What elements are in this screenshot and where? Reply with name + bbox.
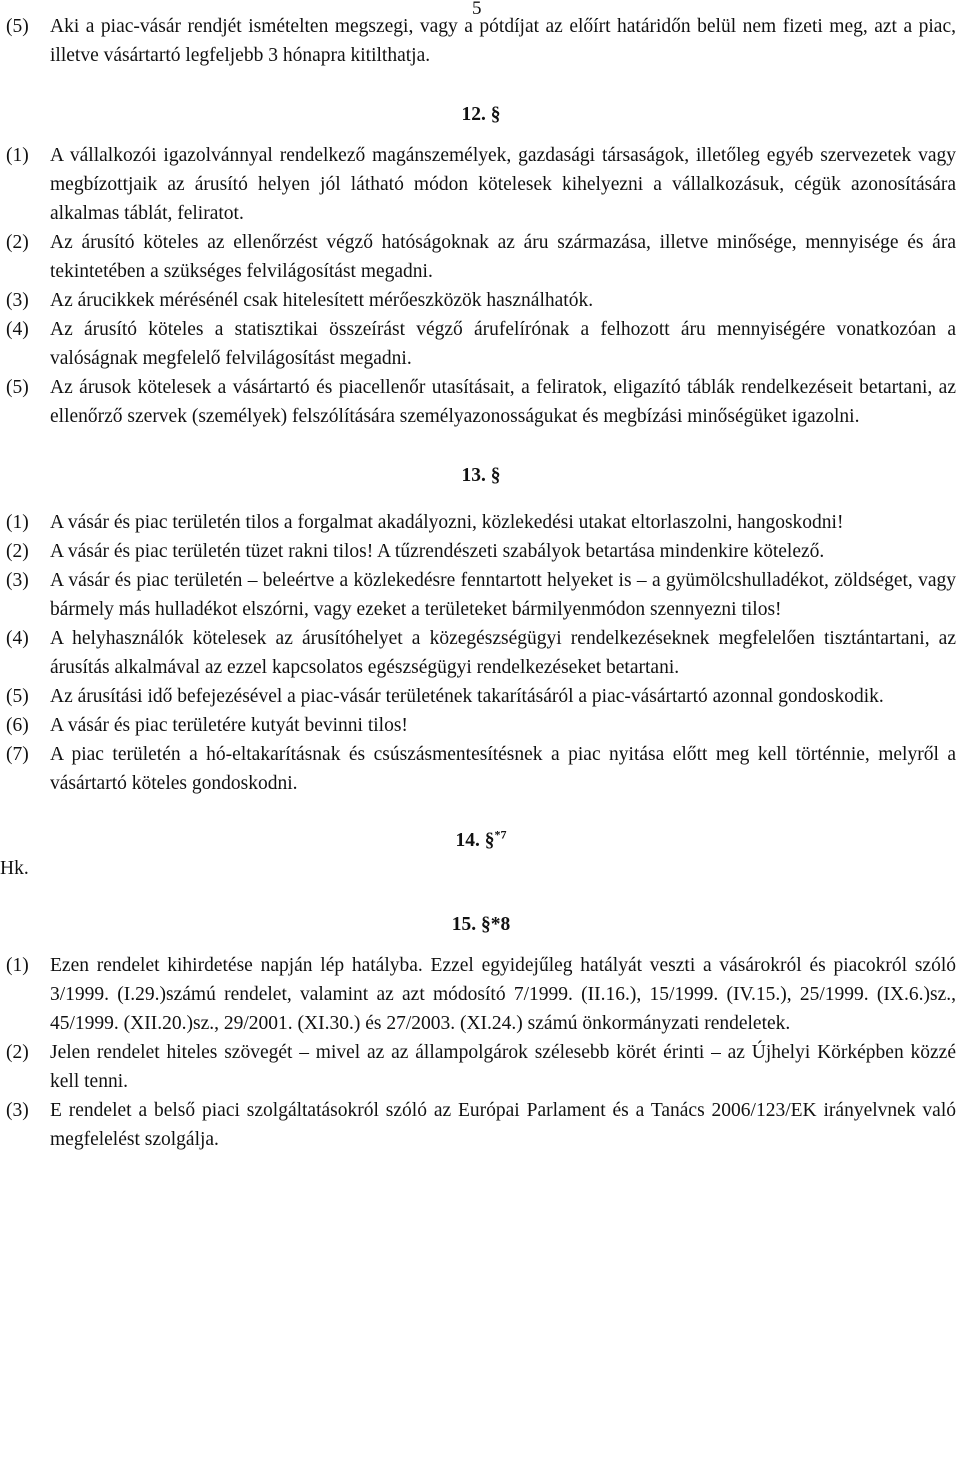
paragraph-13-2 <box>6 537 956 566</box>
paragraph-11-5 <box>6 12 956 70</box>
paragraph-number: (3) <box>6 290 29 311</box>
section-13 <box>6 508 956 798</box>
paragraph-number: (4) <box>6 319 29 340</box>
paragraph-12-4 <box>6 315 956 373</box>
paragraph-13-6 <box>6 711 956 740</box>
paragraph-number: (2) <box>6 541 29 562</box>
paragraph-text: A vásár és piac területére kutyát bevinni tilos! <box>50 715 408 736</box>
paragraph-text: Aki a piac-vásár rendjét ismételten megszegi, vagy a pótdíjat az előírt határidőn belül nem fizeti meg, azt a piac, illetve vásártartó legfeljebb 3 hónapra kitilthatja. <box>50 16 956 66</box>
section-13-title: 13. § <box>461 465 501 486</box>
paragraph-number: (2) <box>6 1042 29 1063</box>
paragraph-number: (4) <box>6 628 29 649</box>
paragraph-13-3 <box>6 566 956 624</box>
paragraph-text: A helyhasználók kötelesek az árusítóhelyet a közegészségügyi rendelkezéseknek megfelelően tisztántartani, az árusítás alkalmával az ezzel kapcsolatos egészségügyi rendelkezéseket betartani. <box>50 628 956 678</box>
paragraph-text: A piac területén a hó-eltakarításnak és csúszásmentesítésnek a piac nyitása előtt meg kell történnie, melyről a vásártartó köteles gondoskodni. <box>50 744 956 794</box>
hk-label: Hk. <box>0 858 29 879</box>
paragraph-number: (3) <box>6 570 29 591</box>
footnote-marker: *7 <box>494 827 507 842</box>
paragraph-text: A vállalkozói igazolvánnyal rendelkező magánszemélyek, gazdasági társaságok, illetőleg egyéb szervezetek vagy megbízottjaik az árusító helyen jól látható módon kötelesek kihelyezni a vállalkozásuk, cégük azonosítására alkalmas táblát, feliratot. <box>50 145 956 224</box>
paragraph-12-2 <box>6 228 956 286</box>
paragraph-text: Az árusító köteles a statisztikai összeírást végző árufelírónak a felhozott áru mennyiségére vonatkozóan a valóságnak megfelelő felvilágosítást megadni. <box>50 319 956 369</box>
paragraph-number: (5) <box>6 377 29 398</box>
paragraph-text: A vásár és piac területén tüzet rakni tilos! A tűzrendészeti szabályok betartása mindenkire kötelező. <box>50 541 825 562</box>
paragraph-text: Az árusító köteles az ellenőrzést végző hatóságoknak az áru származása, illetve minősége, mennyisége és ára tekintetében a szükséges felvilágosítást megadni. <box>50 232 956 282</box>
paragraph-number: (6) <box>6 715 29 736</box>
section-14-title <box>6 826 956 855</box>
paragraph-13-4 <box>6 624 956 682</box>
paragraph-number: (1) <box>6 145 29 166</box>
paragraph-text: E rendelet a belső piaci szolgáltatásokról szóló az Európai Parlament és a Tanács 2006/123/EK irányelvnek való megfelelést szolgálja. <box>50 1100 956 1150</box>
paragraph-text: Az árusok kötelesek a vásártartó és piacellenőr utasításait, a feliratok, eligazító táblák rendelkezéseit betartani, az ellenőrző szervek (személyek) felszólítására személyazonosságukat és megbízási minőségüket igazolni. <box>50 377 956 427</box>
paragraph-15-1 <box>6 951 956 1038</box>
page-number: 5 <box>472 0 482 19</box>
paragraph-number: (5) <box>6 686 29 707</box>
paragraph-number: (5) <box>6 16 29 37</box>
paragraph-13-7 <box>6 740 956 798</box>
paragraph-text: Ezen rendelet kihirdetése napján lép hatályba. Ezzel egyidejűleg hatályát veszti a vásárokról és piacokról szóló 3/1999. (I.29.)számú rendelet, valamint az azt módosító 7/1999. (II.16.), 15/1999. (IV.15.), 25/1999. (IX.6.)sz., 45/1999. (XII.20.)sz., 29/2001. (XI.30.) és 27/2003. (XI.24.) számú önkormányzati rendeletek. <box>50 955 956 1034</box>
paragraph-number: (1) <box>6 955 29 976</box>
paragraph-13-5 <box>6 682 956 711</box>
section-12 <box>6 141 956 431</box>
paragraph-number: (1) <box>6 512 29 533</box>
paragraph-number: (2) <box>6 232 29 253</box>
section-15-title: 15. §*8 <box>451 914 511 935</box>
paragraph-12-1 <box>6 141 956 228</box>
paragraph-12-5 <box>6 373 956 431</box>
paragraph-number: (3) <box>6 1100 29 1121</box>
section-12-title: 12. § <box>461 104 501 125</box>
paragraph-15-2 <box>6 1038 956 1096</box>
paragraph-text: Az árusítási idő befejezésével a piac-vásár területének takarításáról a piac-vásártartó azonnal gondoskodik. <box>50 686 884 707</box>
paragraph-text: A vásár és piac területén – beleértve a közlekedésre fenntartott helyeket is – a gyümölcshulladékot, zöldséget, vagy bármely más hulladékot elszórni, vagy ezeket a területeket bármilyenmódon szennyezni tilos! <box>50 570 956 620</box>
paragraph-number: (7) <box>6 744 29 765</box>
paragraph-text: A vásár és piac területén tilos a forgalmat akadályozni, közlekedési utakat eltorlaszolni, hangoskodni! <box>50 512 844 533</box>
paragraph-13-1 <box>6 508 956 537</box>
paragraph-text: Az árucikkek mérésénél csak hitelesített mérőeszközök használhatók. <box>50 290 594 311</box>
section-15 <box>6 951 956 1154</box>
section-14-block <box>0 826 956 884</box>
section-14-heading: 14. § <box>455 830 495 851</box>
paragraph-text: Jelen rendelet hiteles szövegét – mivel az az állampolgárok szélesebb körét érinti – az Újhelyi Körképben közzé kell tenni. <box>50 1042 956 1092</box>
document-body <box>0 12 956 1154</box>
paragraph-15-3 <box>6 1096 956 1154</box>
paragraph-12-3 <box>6 286 956 315</box>
